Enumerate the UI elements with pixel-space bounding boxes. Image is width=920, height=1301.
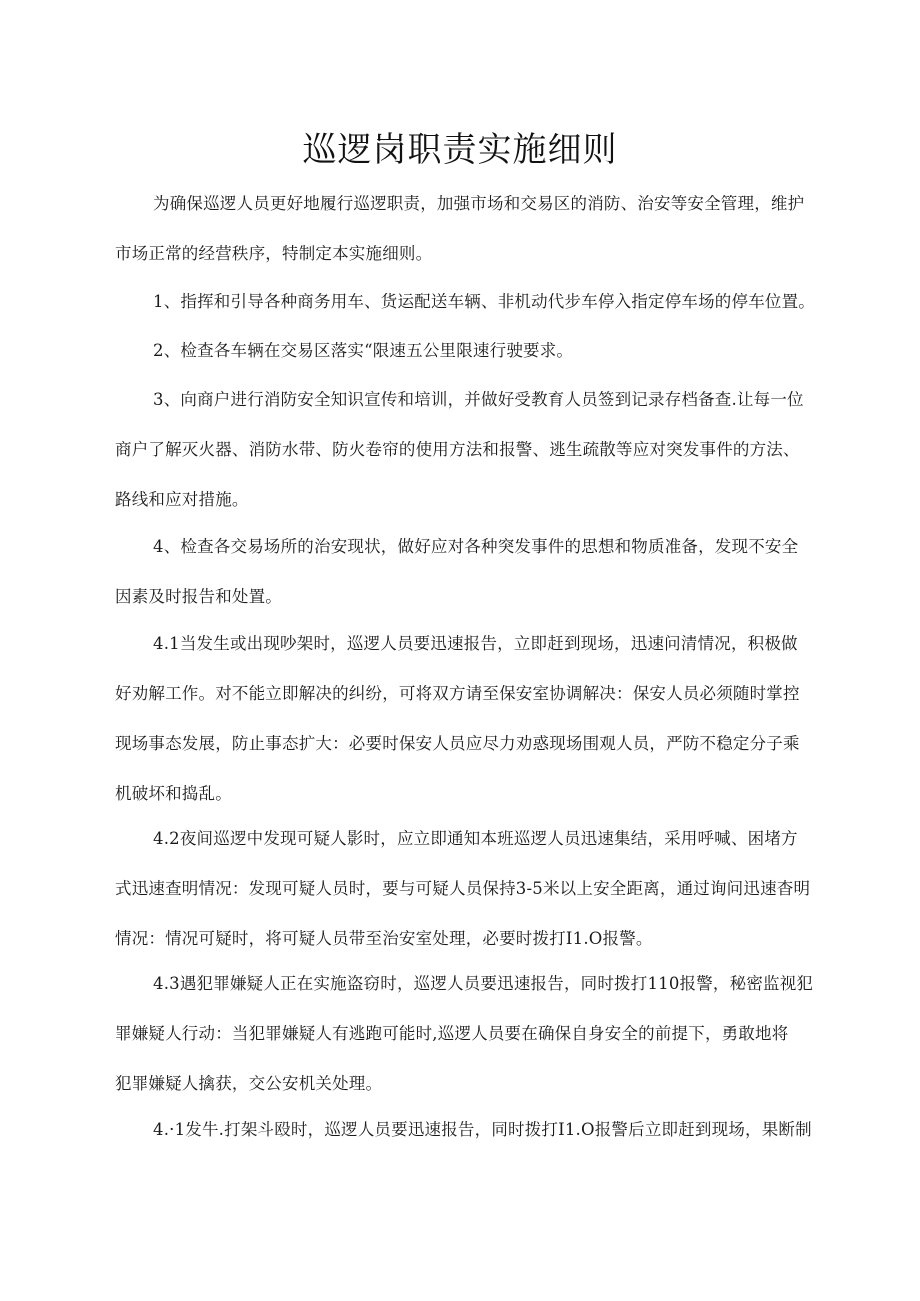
paragraph-item-4-4 <box>115 1105 815 1155</box>
paragraph-item-4-1 <box>115 619 815 819</box>
paragraph-line: 3、向商户进行消防安全知识宣传和培训，并做好受教育人员签到记录存档备查.让每一位 <box>153 390 804 409</box>
document-title: 巡逻岗职责实施细则 <box>302 130 618 170</box>
paragraph-line: 因素及时报告和处置。 <box>115 587 282 606</box>
paragraph-item-4-3 <box>115 959 815 1109</box>
paragraph-item-2 <box>115 326 815 376</box>
paragraph-line: 式迅速查明情况：发现可疑人员时，要与可疑人员保持3-5米以上安全距离，通过询问迅速杳明 <box>115 879 811 898</box>
paragraph-item-3 <box>115 375 815 525</box>
paragraph-line: 2、检查各车辆在交易区落实“限速五公里限速行驶要求。 <box>153 341 574 360</box>
paragraph-item-4 <box>115 522 815 622</box>
paragraph-line: 4.·1发牛.打架斗殴时，巡逻人员要迅速报告，同时拨打I1.O报警后立即赶到现场，果断制 <box>153 1120 812 1139</box>
paragraph-line: 路线和应对措施。 <box>115 490 249 509</box>
paragraph-intro <box>115 179 815 279</box>
paragraph-line: 4、检查各交易场所的治安现状，做好应对各种突发事件的思想和物质准备，发现不安全 <box>153 537 799 556</box>
paragraph-line: 1、指挥和引导各种商务用车、货运配送车辆、非机动代步车停入指定停车场的停车位置。 <box>153 292 815 311</box>
paragraph-line: 4.2夜间巡逻中发现可疑人影时，应立即通知本班巡逻人员迅速集结，采用呼喊、困堵方 <box>153 829 798 848</box>
paragraph-line: 罪嫌疑人行动：当犯罪嫌疑人有逃跑可能时,巡逻人员要在确保自身安全的前提下，勇敢地将 <box>115 1024 789 1043</box>
paragraph-line: 市场正常的经营秩序，特制定本实施细则。 <box>115 244 433 263</box>
paragraph-item-1 <box>115 277 815 327</box>
paragraph-item-4-2 <box>115 814 815 964</box>
paragraph-line: 机破坏和捣乱。 <box>115 784 232 803</box>
paragraph-line: 为确保巡逻人员更好地履行巡逻职责，加强市场和交易区的消防、治安等安全管理，维护 <box>153 194 805 213</box>
paragraph-line: 4.1当发生或出现吵架时，巡逻人员要迅速报告，立即赶到现场，迅速问清情况，积极做 <box>153 634 798 653</box>
paragraph-line: 现场事态发展，防止事态扩大：必要时保安人员应尽力劝惑现场围观人员，严防不稳定分子乘 <box>115 734 800 753</box>
paragraph-line: 犯罪嫌疑人擒获，交公安机关处理。 <box>115 1074 383 1093</box>
paragraph-line: 4.3遇犯罪嫌疑人正在实施盗窃时，巡逻人员要迅速报告，同时拨打110报警，秘密监视犯 <box>153 974 814 993</box>
paragraph-line: 情况：情况可疑时，将可疑人员带至治安室处理，必要时拨打I1.O报警。 <box>115 929 653 948</box>
paragraph-line: 好劝解工作。对不能立即解决的纠纷，可将双方请至保安室协调解决：保安人员必须随时掌控 <box>115 684 800 703</box>
paragraph-line: 商户了解灭火器、消防水带、防火卷帘的使用方法和报警、逃生疏散等应对突发事件的方法、 <box>115 440 800 459</box>
